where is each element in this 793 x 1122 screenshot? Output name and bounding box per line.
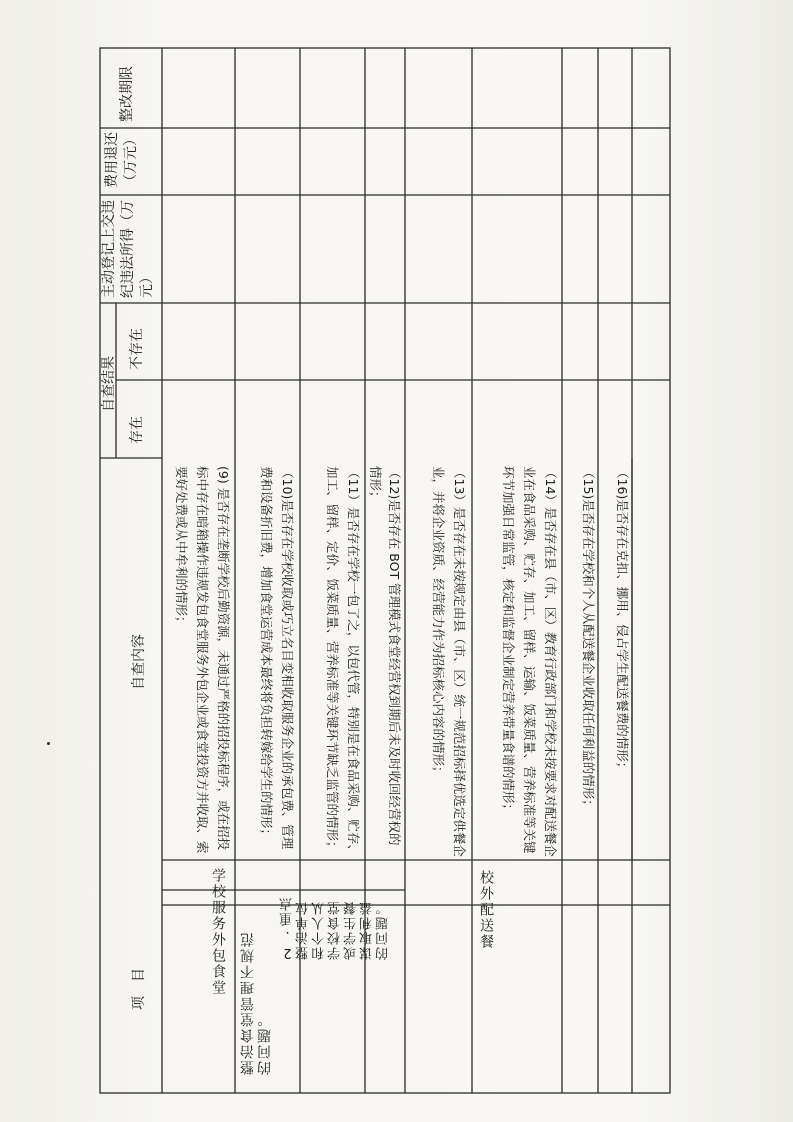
scan-speck	[47, 742, 50, 745]
header-self-report-label: 主动登记上交违纪违法所得（万元）	[101, 200, 155, 298]
header-result-label: 自查结果	[101, 356, 117, 412]
group-outsourced-canteen: 学校服务外包食堂	[210, 868, 226, 996]
group-external-catering: 校外配送餐	[478, 870, 494, 950]
content-row-11: （11）是否存在学校一包了之，以包代管，特别是在食品采购、贮存、加工、留样、定价、饭菜质量、营养标准等关键环节缺乏监管的情形；	[325, 466, 361, 857]
subcategory-label: 2.重点整治单位和个人从学校食堂或学生餐谋取利益的问题。	[280, 896, 391, 960]
content-row-16: （16)是否存在克扣、挪用、侵占学生配送餐费的情形；	[615, 466, 630, 775]
category-label: 整治食堂管理不规范的问题。	[240, 931, 273, 1075]
content-row-9: (9) 是否存在垄断学校后勤资源，未通过严格的招投标程序，或在招投标中存在暗箱操作违规发包食堂服务外包企业或食堂投资方并收取、索要好处费或从中牟利的情形；	[174, 466, 231, 854]
header-refund-label: 费用退还（万元）	[104, 132, 139, 188]
content-row-14: （14）是否存在县（市、区）教育行政部门和学校未按要求对配送餐企业在食品采购、贮存、加工、留样、运输、饭菜质量、营养标准等关键环节加强日常监管，核定和监督企业制定营养带量食谱的情形；	[501, 466, 558, 857]
header-item-label: 项 目	[131, 968, 147, 1010]
content-row-13: （13）是否存在未按规定由县（市、区）统一规范招标择优选定供餐企业，并将企业资质、经营能力作为招标核心内容的情形；	[431, 466, 467, 857]
header-content-label: 自查内容	[131, 634, 147, 690]
content-row-15: （15)是否存在学校和个人从配送餐企业收取任何利益的情形；	[581, 466, 596, 812]
header-not-exists-label: 不存在	[129, 328, 145, 370]
content-row-10: （10)是否存在学校收取或巧立名目变相收取服务企业的承包费、管理费和设备折旧费，增加食堂运营成本最终将负担转嫁给学生的情形；	[259, 466, 295, 850]
header-deadline-label: 整改期限	[119, 66, 135, 122]
header-exists-label: 存在	[129, 416, 145, 444]
content-row-12: （12)是否存在 BOT 管理模式食堂经营权到期后未及时收回经营权的情形；	[368, 466, 402, 846]
